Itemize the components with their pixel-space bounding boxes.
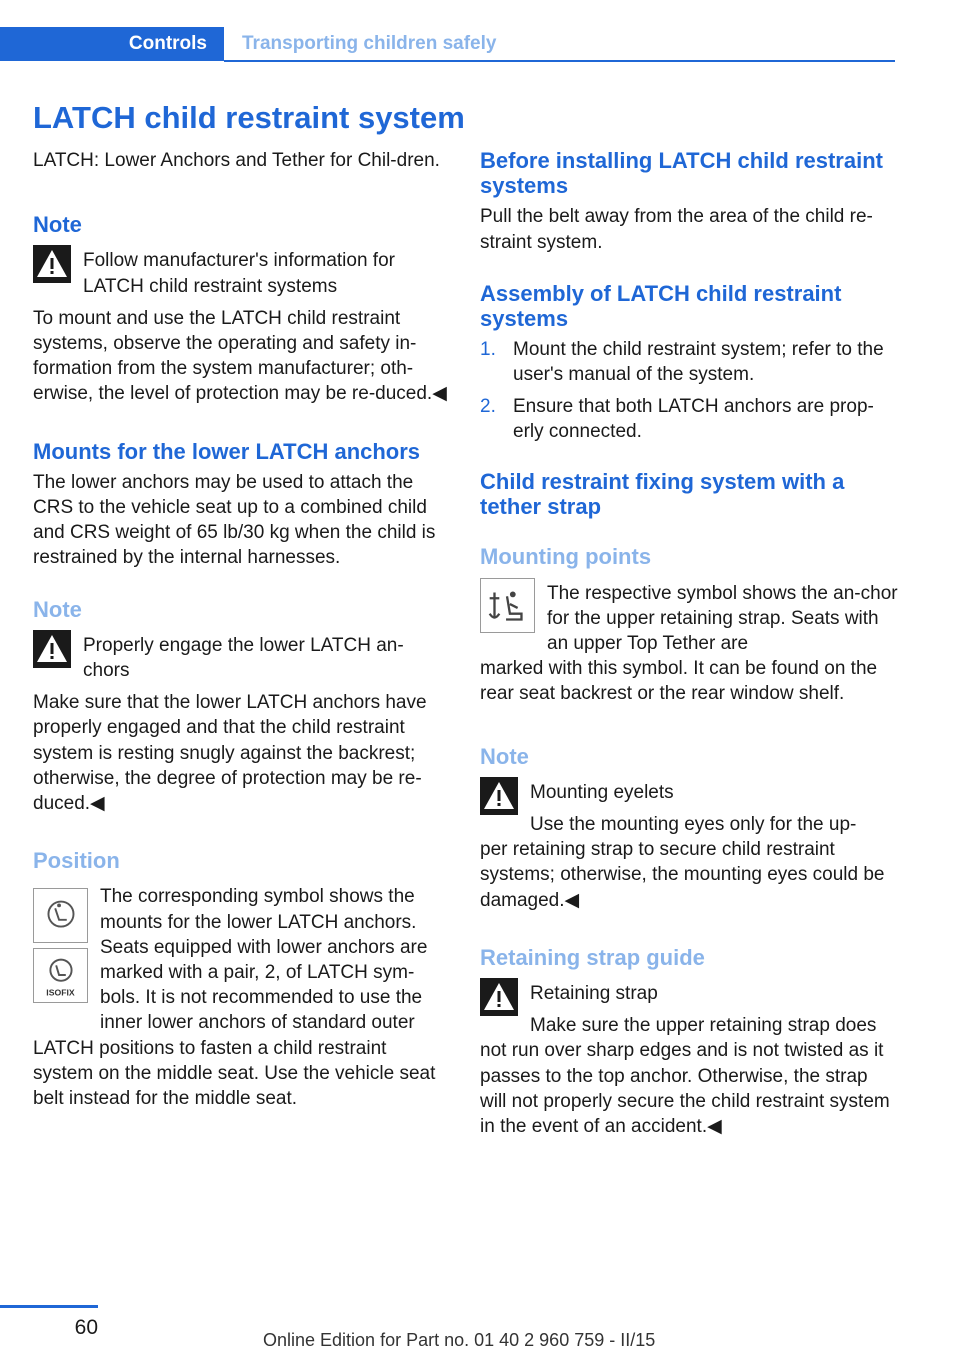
section-heading: Mounting points: [480, 544, 652, 570]
top-tether-icon: [480, 578, 535, 633]
right-column: [480, 148, 898, 1139]
note-heading: Note: [33, 212, 82, 238]
intro-text: LATCH: Lower Anchors and Tether for Chil-dren.: [33, 150, 440, 171]
mounting-points-body: The respective symbol shows the an-chor for the upper retaining strap. Seats with an upper Top Tether are: [547, 582, 898, 655]
warning-icon: [480, 978, 518, 1016]
note-body: per retaining strap to secure child restraint systems; otherwise, the mounting eyes could be damaged.◀: [480, 839, 885, 911]
warning-icon: [33, 630, 71, 668]
warning-block: [480, 981, 898, 1038]
warning-icon: [480, 777, 518, 815]
warning-icon: [33, 245, 71, 283]
section-body: Pull the belt away from the area of the child re-straint system.: [480, 206, 873, 253]
page-title: LATCH child restraint system: [33, 100, 465, 135]
footer-rule: [0, 1305, 98, 1308]
mounting-points-body-continued: marked with this symbol. It can be found on the rear seat backrest or the rear window shelf.: [480, 658, 878, 705]
warning-title: Properly engage the lower LATCH an-chors: [83, 634, 404, 682]
warning-block: [33, 248, 447, 298]
section-heading: Assembly of LATCH child restraint systems: [480, 280, 842, 332]
header-rule: [224, 60, 895, 62]
latch-seat-icon: [33, 888, 88, 943]
note-body: Make sure that the lower LATCH anchors have properly engaged and that the child restraint system is resting snugly against the backrest; otherwise, the degree of protection may be re-duced.◀: [33, 692, 427, 815]
position-body: The corresponding symbol shows the mounts for the lower LATCH anchors. Seats equipped with lower anchors are marked with a pair, 2, of LATCH sym-bols. It is not recommended to use the inner lower anchors of standard outer: [100, 886, 428, 1034]
warning-title: Follow manufacturer's information for LATCH child restraint systems: [83, 250, 395, 297]
symbol-block: [480, 581, 898, 657]
section-tab[interactable]: Controls: [0, 27, 224, 61]
list-item: 2. Ensure that both LATCH anchors are prop-erly connected.: [480, 395, 874, 442]
warning-line: Use the mounting eyes only for the up-: [530, 814, 857, 836]
section-heading: Child restraint fixing system with a tether strap: [480, 469, 845, 520]
symbol-block: [33, 884, 447, 1035]
section-heading: Position: [33, 848, 120, 874]
warning-title: Mounting eyelets: [530, 781, 674, 803]
warning-block: [33, 633, 447, 683]
position-body-continued: LATCH positions to fasten a child restraint system on the middle seat. Use the vehicle seat belt instead for the middle seat.: [33, 1037, 436, 1110]
edition-text: Online Edition for Part no. 01 40 2 960 759 - II/15: [263, 1330, 656, 1350]
warning-block: [480, 780, 898, 837]
note-heading: Note: [480, 743, 529, 769]
left-column: [33, 148, 447, 1111]
warning-line: Make sure the upper retaining strap does: [530, 1015, 877, 1037]
isofix-label: ISOFIX: [46, 987, 75, 998]
isofix-seat-icon: [33, 948, 88, 1003]
note-body: To mount and use the LATCH child restraint systems, observe the operating and safety in-formation from the system manufacturer; oth-erwise, the level of protection may be re-duced.◀: [33, 307, 447, 405]
section-heading: Before installing LATCH child restraint systems: [480, 148, 883, 199]
section-heading: Mounts for the lower LATCH anchors: [33, 438, 421, 464]
assembly-steps: [480, 337, 898, 444]
chapter-title: Transporting children safely: [242, 33, 497, 54]
note-heading: Note: [33, 596, 82, 622]
section-heading: Retaining strap guide: [480, 944, 705, 970]
list-item: 1. Mount the child restraint system; refer to the user's manual of the system.: [480, 339, 884, 386]
section-body: The lower anchors may be used to attach the CRS to the vehicle seat up to a combined child and CRS weight of 65 lb/30 kg when the child is restrained by the internal harnesses.: [33, 471, 436, 569]
warning-title: Retaining strap: [530, 983, 658, 1005]
strap-guide-body: not run over sharp edges and is not twisted as it passes to the top anchor. Otherwise, the strap will not properly secure the child restraint system in the event of an accident.◀: [480, 1040, 890, 1138]
page-number: 60: [74, 1316, 98, 1339]
